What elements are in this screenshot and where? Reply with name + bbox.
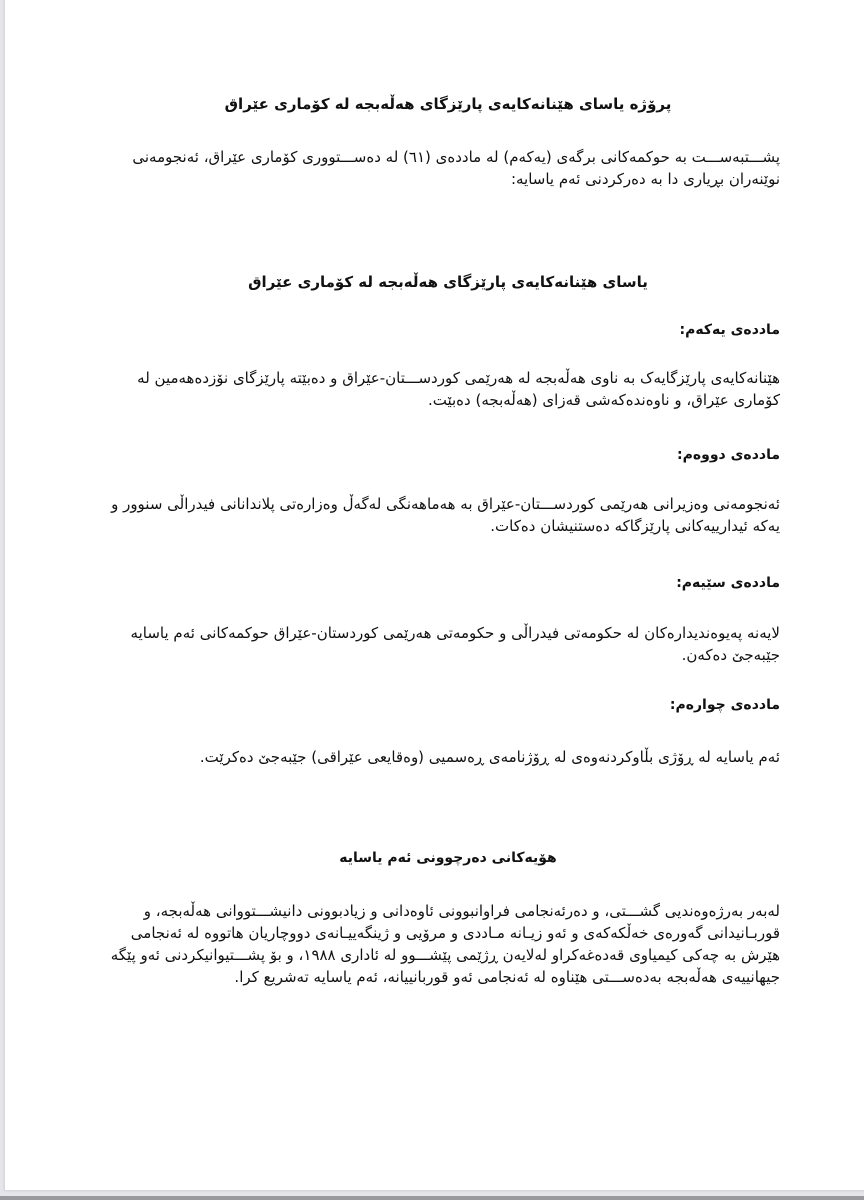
- law-title: یاسای هێنانەکایەی پارێزگای هەڵەبجە لە کۆماری عێراق: [248, 273, 648, 291]
- article-4-text: ئەم یاسایە لە ڕۆژی بڵاوکردنەوەی لە ڕۆژنامەی ڕەسمیی (وەقایعی عێراقی) جێبەجێ دەکرێت.: [199, 748, 780, 766]
- article-2-text: ئەنجومەنی وەزیرانی هەرێمی کوردســـتان-عێراق بە هەماهەنگی لەگەڵ وەزارەتی پلاندانانی فیدراڵی سنوور و یەکە ئیدارییەکانی پارێزگاکە دەستنیشان دەکات.: [111, 495, 780, 535]
- article-3-heading: ماددەی سێیەم:: [676, 575, 780, 591]
- article-2-heading: ماددەی دووەم:: [677, 447, 780, 463]
- article-1-text: هێنانەکایەی پارێزگایەک بە ناوی هەڵەبجە لە هەرێمی کوردســـتان-عێراق و دەبێتە پارێزگای نۆزدەهەمین لە کۆماری عێراق، و ناوەندەکەشی قەزای (هەڵەبجە) دەبێت.: [137, 369, 780, 409]
- main-title: پرۆژە یاسای هێنانەکایەی پارێزگای هەڵەبجە لە کۆماری عێراق: [224, 95, 672, 113]
- reasons-title: هۆیەکانی دەرچوونی ئەم یاسایە: [339, 850, 557, 866]
- article-1-heading: ماددەی یەکەم:: [679, 322, 780, 338]
- bottom-edge: [0, 1196, 864, 1200]
- article-3-text: لایەنە پەیوەندیدارەکان لە حکومەتی فیدراڵی و حکومەتی هەرێمی کوردستان-عێراق حوکمەکانی ئەم یاسایە جێبەجێ دەکەن.: [130, 624, 780, 664]
- article-4-heading: ماددەی چوارەم:: [669, 697, 780, 713]
- reasons-paragraph: لەبەر بەرژەوەندیی گشـــتی، و دەرئەنجامی فراوانبوونی ئاوەدانی و زیادبوونی دانیشـــتووانی هەڵەبجە، و قوربـانیدانی گەورەی خەڵکەکەی و ئەو زیـانە مـاددی و مرۆیی و ژینگەییـانەی دووچاریان هاتووە لە ئەنجامی هێرش بە چەکی کیمیاوی قەدەغەکراو لەلایەن ڕژێمی پێشـــوو لە ئاداری ١٩٨٨، و بۆ پشـــتیوانیکردنی ئەو پێگە جیهانییەی هەڵەبجە بەدەســـتی هێناوە لە ئەنجامی ئەو قوربانییانە، ئەم یاسایە تەشریع کرا.: [110, 902, 780, 986]
- preamble-paragraph: پشـــتبەســـت بە حوکمەکانی برگەی (یەکەم) لە ماددەی (٦١) لە دەســـتووری کۆماری عێراق، ئەنجومەنی نوێنەران بڕیاری دا بە دەرکردنی ئەم یاسایە:: [132, 148, 780, 188]
